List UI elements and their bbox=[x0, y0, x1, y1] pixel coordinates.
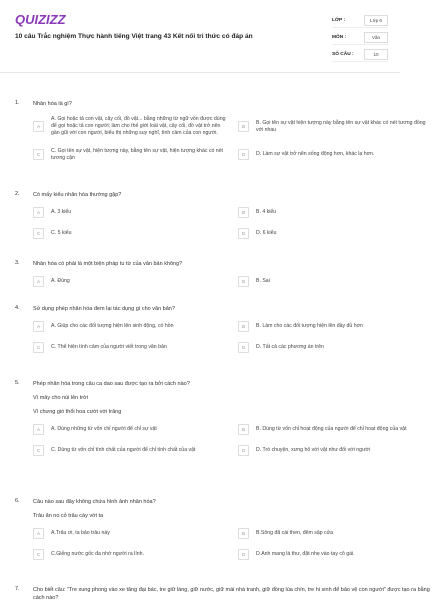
option-text: A. Dùng những từ vốn chỉ người để chỉ sự vật bbox=[51, 425, 157, 432]
options-grid bbox=[33, 276, 433, 287]
question-text: Phép nhân hóa trong câu ca dao sau được tạo ra bởi cách nào? bbox=[33, 381, 190, 387]
option-b[interactable] bbox=[238, 528, 433, 539]
question-excerpt: Vì chưng gió thổi hoa cười với trăng bbox=[33, 409, 122, 415]
meta-subject-row bbox=[332, 31, 388, 45]
option-text: D. Tất cả các phương án trên bbox=[256, 343, 324, 350]
question-4 bbox=[0, 305, 445, 353]
option-text: C. Gọi tên sự vật, hiện tượng này, bằng tên sự vật, hiện tượng khác có nét tương cận bbox=[51, 147, 223, 161]
option-text: C.Giếng nước gốc đa nhớ người ra lính. bbox=[51, 550, 144, 557]
header bbox=[0, 0, 400, 62]
option-d[interactable] bbox=[238, 445, 433, 456]
question-number: 3. bbox=[15, 260, 20, 266]
question-7 bbox=[0, 586, 445, 602]
question-number: 1. bbox=[15, 100, 20, 106]
option-letter-box: C bbox=[33, 549, 44, 560]
meta-count-value: 10 bbox=[364, 49, 388, 60]
option-letter-box: D bbox=[238, 549, 249, 560]
worksheet-title: 10 câu Trắc nghiệm Thực hành tiếng Việt trang 43 Kết nối tri thức có đáp án bbox=[15, 33, 253, 40]
option-d[interactable] bbox=[238, 549, 433, 560]
option-text: D. Làm sự vật trở nên sống động hơn, khác lạ hơn. bbox=[256, 151, 375, 158]
option-letter-box: B bbox=[238, 207, 249, 218]
question-text: Nhân hóa là gì? bbox=[33, 101, 72, 107]
option-a[interactable] bbox=[33, 116, 228, 138]
option-d[interactable] bbox=[238, 148, 433, 162]
option-text: B. Làm cho các đối tượng hiện lên đầy đủ hơn bbox=[256, 322, 363, 329]
options-grid bbox=[33, 528, 433, 560]
option-a[interactable] bbox=[33, 424, 228, 435]
option-text: D. Trò chuyện, xưng hô với vật như đối với người bbox=[256, 446, 371, 453]
option-b[interactable] bbox=[238, 276, 433, 287]
option-letter-box: C bbox=[33, 342, 44, 353]
option-letter-box: A bbox=[33, 424, 44, 435]
option-a[interactable] bbox=[33, 207, 228, 218]
option-text: A. Đúng bbox=[51, 277, 70, 284]
question-5 bbox=[0, 380, 445, 456]
option-letter-box: A bbox=[33, 121, 44, 132]
meta-grade-row bbox=[332, 14, 388, 28]
option-text: B. Dùng từ vốn chỉ hoạt động của người để chỉ hoạt động của vật bbox=[256, 425, 407, 432]
question-6 bbox=[0, 498, 445, 560]
option-c[interactable] bbox=[33, 445, 228, 456]
option-text: A. Gọi hoặc tả con vật, cây cối, đồ vật... bằng những từ ngữ vốn được dùng để gọi hoặc tả con người; làm cho thế giới loài vật, cây cối, đồ vật trở nên gần gũi với con người, biểu thị những suy nghĩ, tình cảm của con người. bbox=[51, 116, 226, 137]
question-1 bbox=[0, 100, 445, 162]
option-c[interactable] bbox=[33, 549, 228, 560]
meta-count-label: SỐ CÂU : bbox=[332, 52, 354, 57]
option-text: B. Gọi tên sự vật hiện tượng này bằng tên sự vật khác có nét tương đồng với nhau bbox=[256, 119, 426, 133]
option-b[interactable] bbox=[238, 207, 433, 218]
options-grid bbox=[33, 116, 433, 162]
question-text: Cho biết câu: "Tre xung phong vào xe tăng đại bác, tre giữ làng, giữ nước, giữ mái nhà tranh, giữ đồng lúa chín, tre hi sinh để bảo vệ con người" được tạo ra bằng cách nào? bbox=[33, 587, 430, 601]
question-number: 2. bbox=[15, 191, 20, 197]
option-text: D. 6 kiểu bbox=[256, 229, 277, 236]
option-text: B. 4 kiểu bbox=[256, 208, 277, 215]
option-letter-box: B bbox=[238, 276, 249, 287]
option-c[interactable] bbox=[33, 228, 228, 239]
question-number: 5. bbox=[15, 380, 20, 386]
option-letter-box: B bbox=[238, 424, 249, 435]
quizizz-logo bbox=[15, 12, 75, 26]
question-number: 6. bbox=[15, 498, 20, 504]
option-letter-box: A bbox=[33, 276, 44, 287]
option-text: D.Anh mang lá thư, đặt nhẹ vào tay cô gái. bbox=[256, 550, 355, 557]
option-a[interactable] bbox=[33, 276, 228, 287]
option-a[interactable] bbox=[33, 321, 228, 332]
option-letter-box: D bbox=[238, 445, 249, 456]
question-excerpt: Vì mây cho núi lên trời bbox=[33, 395, 88, 401]
question-excerpt: Trâu ăn no cỏ trâu cày với ta bbox=[33, 513, 104, 519]
question-text: Nhân hóa có phải là một biện pháp tu từ của văn bản không? bbox=[33, 261, 183, 267]
options-grid bbox=[33, 207, 433, 239]
option-letter-box: B bbox=[238, 121, 249, 132]
question-text: Câu nào sau đây không chứa hình ảnh nhân hóa? bbox=[33, 499, 156, 505]
meta-grade-label: LỚP : bbox=[332, 18, 346, 23]
option-text: B.Sông đã cài then, đêm sập cửa bbox=[256, 529, 334, 536]
option-text: C. 5 kiểu bbox=[51, 229, 72, 236]
option-letter-box: C bbox=[33, 445, 44, 456]
meta-subject-value: Văn bbox=[364, 32, 388, 43]
question-text: Sử dụng phép nhân hóa đem lại tác dụng gì cho văn bản? bbox=[33, 306, 175, 312]
question-number: 7. bbox=[15, 586, 20, 592]
option-b[interactable] bbox=[238, 424, 433, 435]
option-text: A. Giúp cho các đối tượng hiện lên sinh động, có hồn bbox=[51, 322, 174, 329]
question-text: Có mấy kiểu nhân hóa thường gặp? bbox=[33, 192, 122, 198]
option-letter-box: C bbox=[33, 149, 44, 160]
option-b[interactable] bbox=[238, 321, 433, 332]
header-divider bbox=[0, 72, 400, 73]
option-d[interactable] bbox=[238, 228, 433, 239]
option-text: C. Thể hiện tình cảm của người viết trong văn bản bbox=[51, 343, 167, 350]
option-text: A.Trâu ơi, ta bảo trâu này bbox=[51, 529, 110, 536]
option-letter-box: B bbox=[238, 321, 249, 332]
question-3 bbox=[0, 260, 445, 287]
option-c[interactable] bbox=[33, 148, 228, 162]
question-number: 4. bbox=[15, 305, 20, 311]
option-letter-box: B bbox=[238, 528, 249, 539]
meta-count-row bbox=[332, 48, 388, 62]
option-c[interactable] bbox=[33, 342, 228, 353]
meta-box bbox=[332, 14, 388, 65]
option-letter-box: D bbox=[238, 149, 249, 160]
meta-subject-label: MÔN : bbox=[332, 35, 347, 40]
meta-grade-value: Lớp 6 bbox=[364, 15, 388, 26]
option-letter-box: A bbox=[33, 321, 44, 332]
option-letter-box: C bbox=[33, 228, 44, 239]
logo-text: QUIZIZZ bbox=[15, 12, 66, 27]
option-letter-box: D bbox=[238, 228, 249, 239]
options-grid bbox=[33, 424, 433, 456]
question-2 bbox=[0, 191, 445, 239]
options-grid bbox=[33, 321, 433, 353]
option-text: C. Dùng từ vốn chỉ tính chất của người để chỉ tính chất của vật bbox=[51, 446, 196, 453]
option-b[interactable] bbox=[238, 116, 433, 138]
option-a[interactable] bbox=[33, 528, 228, 539]
option-letter-box: A bbox=[33, 207, 44, 218]
option-text: B. Sai bbox=[256, 277, 270, 284]
option-letter-box: A bbox=[33, 528, 44, 539]
option-letter-box: D bbox=[238, 342, 249, 353]
option-text: A. 3 kiểu bbox=[51, 208, 72, 215]
option-d[interactable] bbox=[238, 342, 433, 353]
